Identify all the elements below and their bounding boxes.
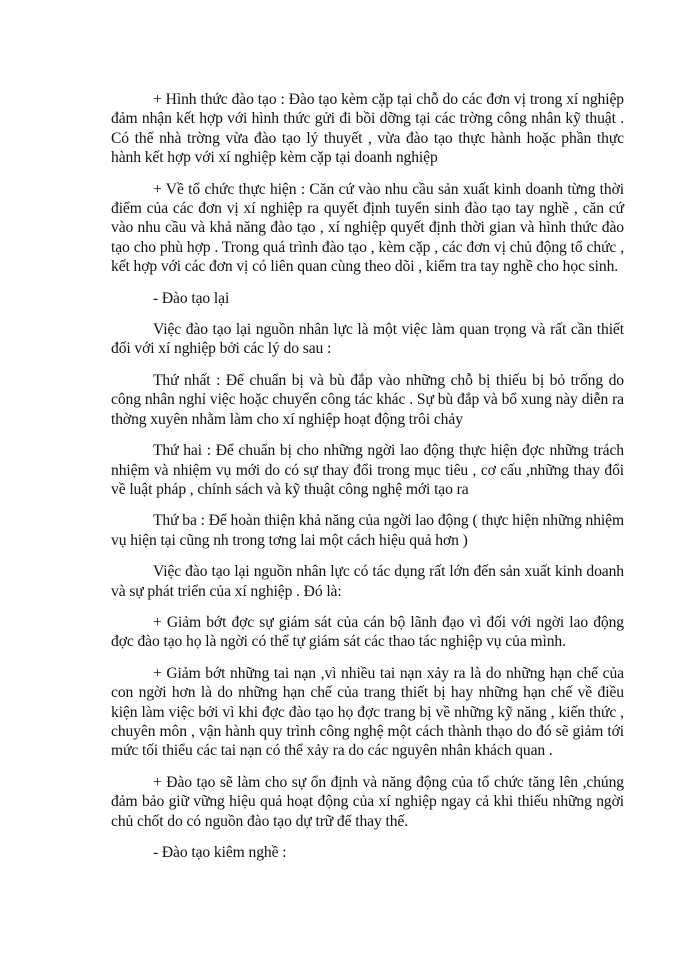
heading-multi-skill-training: - Đào tạo kiêm nghề : <box>153 844 287 861</box>
paragraph-reason-first: Thứ nhất : Để chuẩn bị và bù đắp vào những chỗ bị thiếu bị bỏ trống do công nhân nghỉ việc hoặc chuyển công tác khác . Sự bù đắp và bổ xung này diễn ra thờng xuyên nhằm làm cho xí nghiệp hoạt động trôi chảy <box>111 371 624 428</box>
paragraph-effects-intro: Việc đào tạo lại nguồn nhân lực có tác dụng rất lớn đến sản xuất kinh doanh và sự phát triển của xí nghiệp . Đó là: <box>111 563 624 600</box>
paragraph-reason-third: Thứ ba : Để hoàn thiện khả năng của ngời lao động ( thực hiện những nhiệm vụ hiện tại cũng nh trong tơng lai một cách hiệu quả hơn ) <box>111 512 624 549</box>
paragraph-effect-supervision: + Giảm bớt đợc sự giám sát của cán bộ lãnh đạo vì đối với ngời lao động đợc đào tạo họ là ngời có thể tự giám sát các thao tác nghiệp vụ của mình. <box>111 613 624 651</box>
paragraph-organization: + Về tổ chức thực hiện : Căn cứ vào nhu cầu sản xuất kinh doanh từng thời điểm của các đơn vị xí nghiệp ra quyết định tuyển sinh đào tạo tay nghề , căn cứ vào nhu cầu và khả năng đào tạo , xí nghiệp quyết định thời gian và hình thức đào tạo cho phù hợp . Trong quá trình đào tạo , kèm cặp , các đơn vị chủ động tổ chức , kết hợp với các đơn vị có liên quan cùng theo dõi , kiểm tra tay nghề cho học sinh. <box>111 180 624 276</box>
document-body <box>111 90 624 874</box>
paragraph-training-form: + Hình thức đào tạo : Đào tạo kèm cặp tại chỗ do các đơn vị trong xí nghiệp đảm nhận kết hợp với hình thức gửi đi bồi dỡng tại các trờng công nhân kỹ thuật . Có thể nhà trờng vừa đào tạo lý thuyết , vừa đào tạo thực hành hoặc phần thực hành kết hợp với xí nghiệp kèm cặp tại doanh nghiệp <box>111 91 624 167</box>
heading-retraining: - Đào tạo lại <box>153 289 230 307</box>
paragraph-effect-stability: + Đào tạo sẽ làm cho sự ổn định và năng động của tổ chức tăng lên ,chúng đảm bảo giữ vững hiệu quả hoạt động của xí nghiệp ngay cả khi thiếu những ngời chủ chốt do có nguồn đào tạo dự trữ để thay thế. <box>111 773 624 830</box>
paragraph-effect-accidents: + Giảm bớt những tai nạn ,vì nhiều tai nạn xảy ra là do những hạn chế của con ngời hơn là do những hạn chế của trang thiết bị hay những hạn chế về điều kiện làm việc bởi vì khi đợc đào tạo họ đợc trang bị về những kỹ năng , kiến thức , chuyên môn , vận hành quy trình công nghệ một cách thành thạo do đó sẽ giảm tới mức tối thiểu các tai nạn có thể xảy ra do các nguyên nhân khách quan . <box>111 664 624 760</box>
paragraph-reason-second: Thứ hai : Để chuẩn bị cho những ngời lao động thực hiện đợc những trách nhiệm và nhiệm vụ mới do có sự thay đổi trong mục tiêu , cơ cấu ,những thay đổi về luật pháp , chính sách và kỹ thuật công nghệ mới tạo ra <box>111 442 624 498</box>
paragraph-retraining-intro: Việc đào tạo lại nguồn nhân lực là một việc làm quan trọng và rất cần thiết đối với xí nghiệp bởi các lý do sau : <box>111 321 624 358</box>
